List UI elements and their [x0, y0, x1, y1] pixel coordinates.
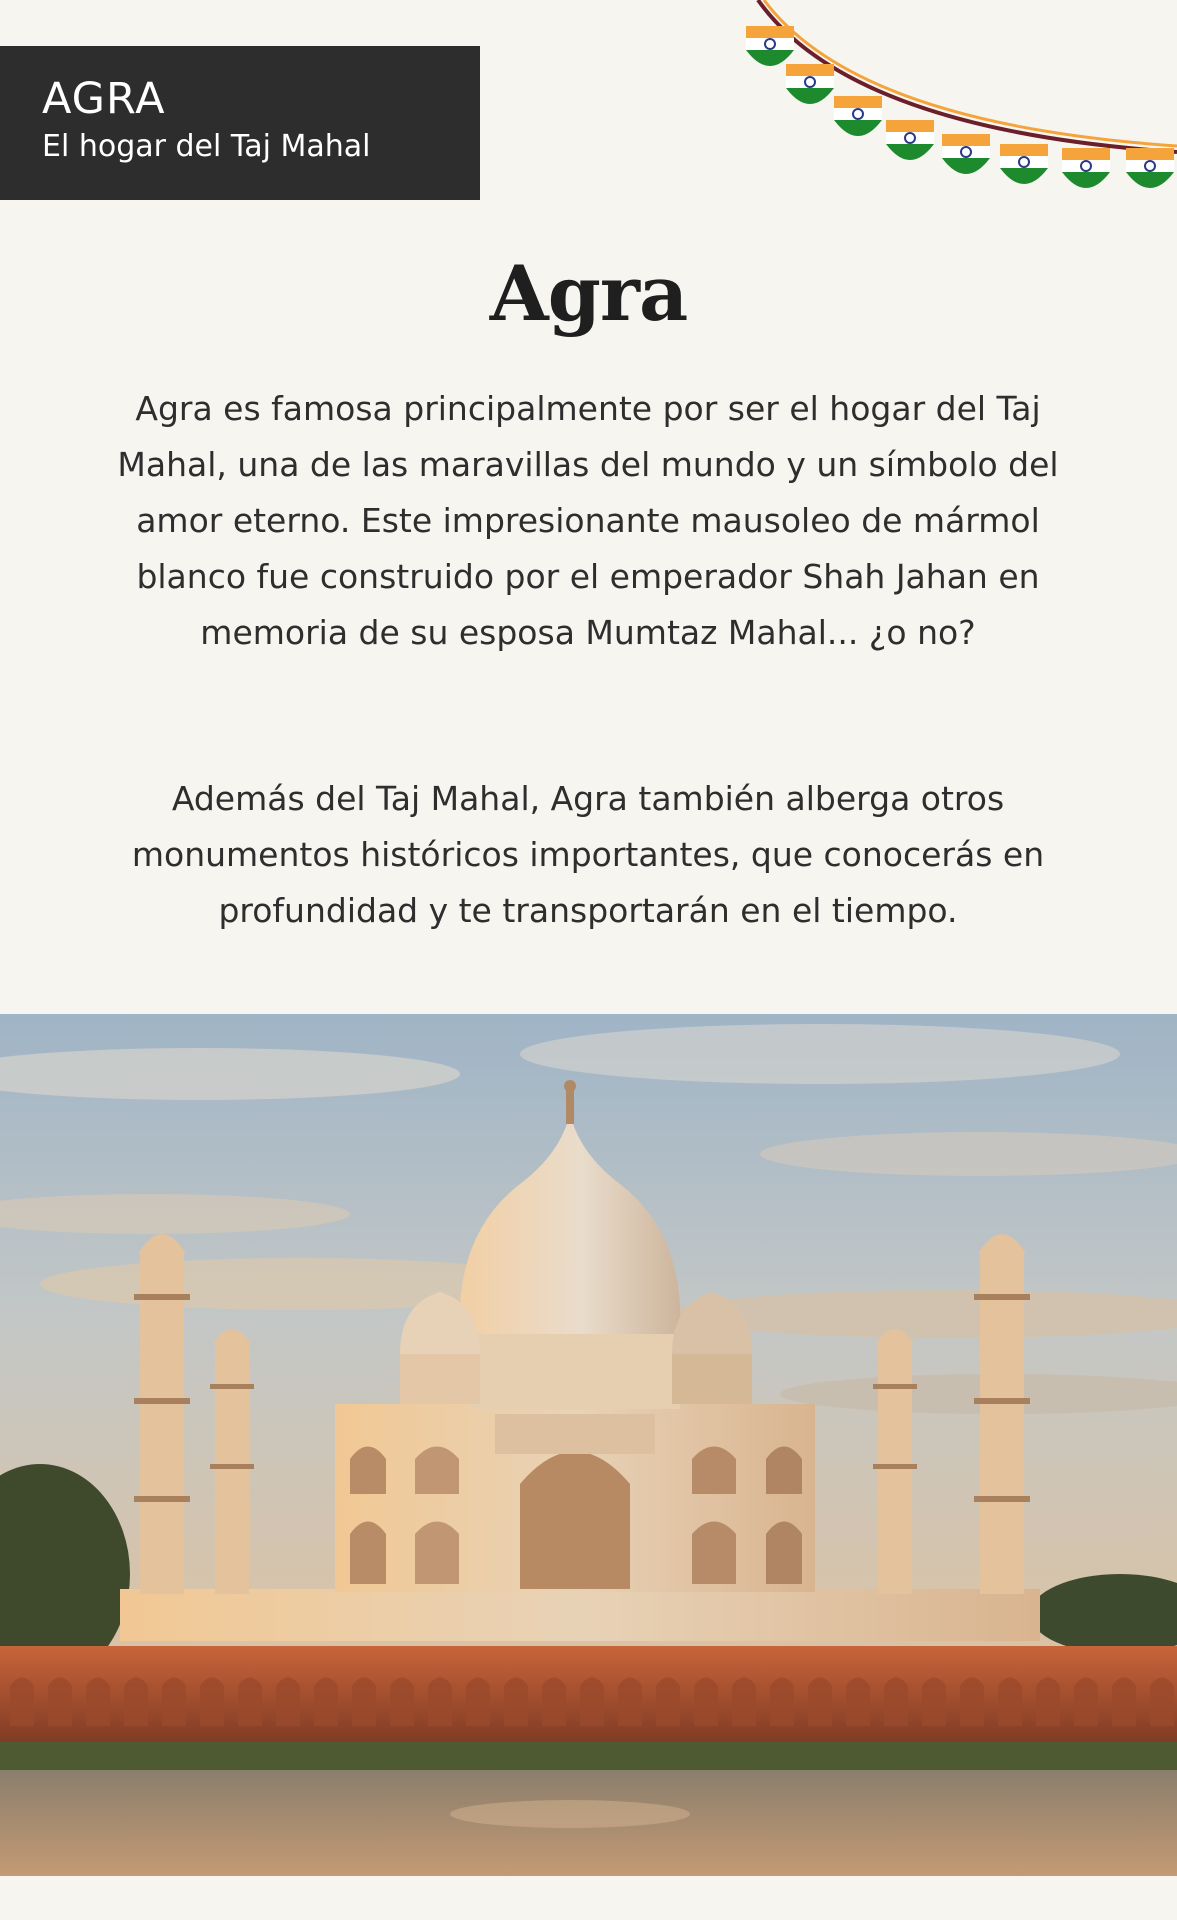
taj-mahal-photo: [0, 1014, 1177, 1876]
wall-arch: [998, 1678, 1022, 1727]
wall-arch: [808, 1678, 832, 1727]
wall-arch: [276, 1678, 300, 1727]
wall-arch: [124, 1678, 148, 1727]
wall-arch: [238, 1678, 262, 1727]
wall-arch: [1150, 1678, 1174, 1727]
bunting-flag: [942, 134, 990, 174]
wall-arch: [352, 1678, 376, 1727]
wall-arch: [10, 1678, 34, 1727]
wall-arch: [1036, 1678, 1060, 1727]
wall-arch: [694, 1678, 718, 1727]
wall-arch: [656, 1678, 680, 1727]
bunting-flag: [1000, 144, 1048, 184]
wall-arch: [200, 1678, 224, 1727]
header-subtitle: El hogar del Taj Mahal: [42, 129, 371, 165]
wall-arch: [1074, 1678, 1098, 1727]
wall-arch: [960, 1678, 984, 1727]
bunting-flag: [1126, 148, 1174, 188]
monuments-paragraph: Además del Taj Mahal, Agra también alberga otros monumentos históricos importantes, que conocerás en profundidad y te transportarán en el tiempo.: [131, 779, 1045, 930]
bunting-flag: [1062, 148, 1110, 188]
header-title: AGRA: [42, 74, 166, 124]
wall-arch: [884, 1678, 908, 1727]
wall-arch: [428, 1678, 452, 1727]
wall-arch: [846, 1678, 870, 1727]
bunting-flag: [786, 64, 834, 104]
wall-arch: [542, 1678, 566, 1727]
header-banner: [0, 46, 480, 200]
bunting-flag: [834, 96, 882, 136]
wall-arch: [48, 1678, 72, 1727]
wall-arch: [732, 1678, 756, 1727]
wall-arch: [922, 1678, 946, 1727]
wall-arch: [162, 1678, 186, 1727]
flag-bunting-icon: [740, 0, 1177, 215]
bunting-flag: [886, 120, 934, 160]
page-title: Agra: [489, 249, 688, 338]
wall-arch: [770, 1678, 794, 1727]
wall-arch: [86, 1678, 110, 1727]
intro-paragraph: Agra es famosa principalmente por ser el hogar del Taj Mahal, una de las maravillas del mundo y un símbolo del amor eterno. Este impresionante mausoleo de mármol blanco fue construido por el emperador Shah Jahan en memoria de su esposa Mumtaz Mahal... ¿o no?: [117, 389, 1059, 652]
wall-arch: [580, 1678, 604, 1727]
wall-arch: [1112, 1678, 1136, 1727]
wall-arch: [390, 1678, 414, 1727]
wall-arch: [618, 1678, 642, 1727]
wall-arch: [466, 1678, 490, 1727]
wall-arch: [504, 1678, 528, 1727]
wall-arch: [314, 1678, 338, 1727]
bunting-flag: [746, 26, 794, 66]
